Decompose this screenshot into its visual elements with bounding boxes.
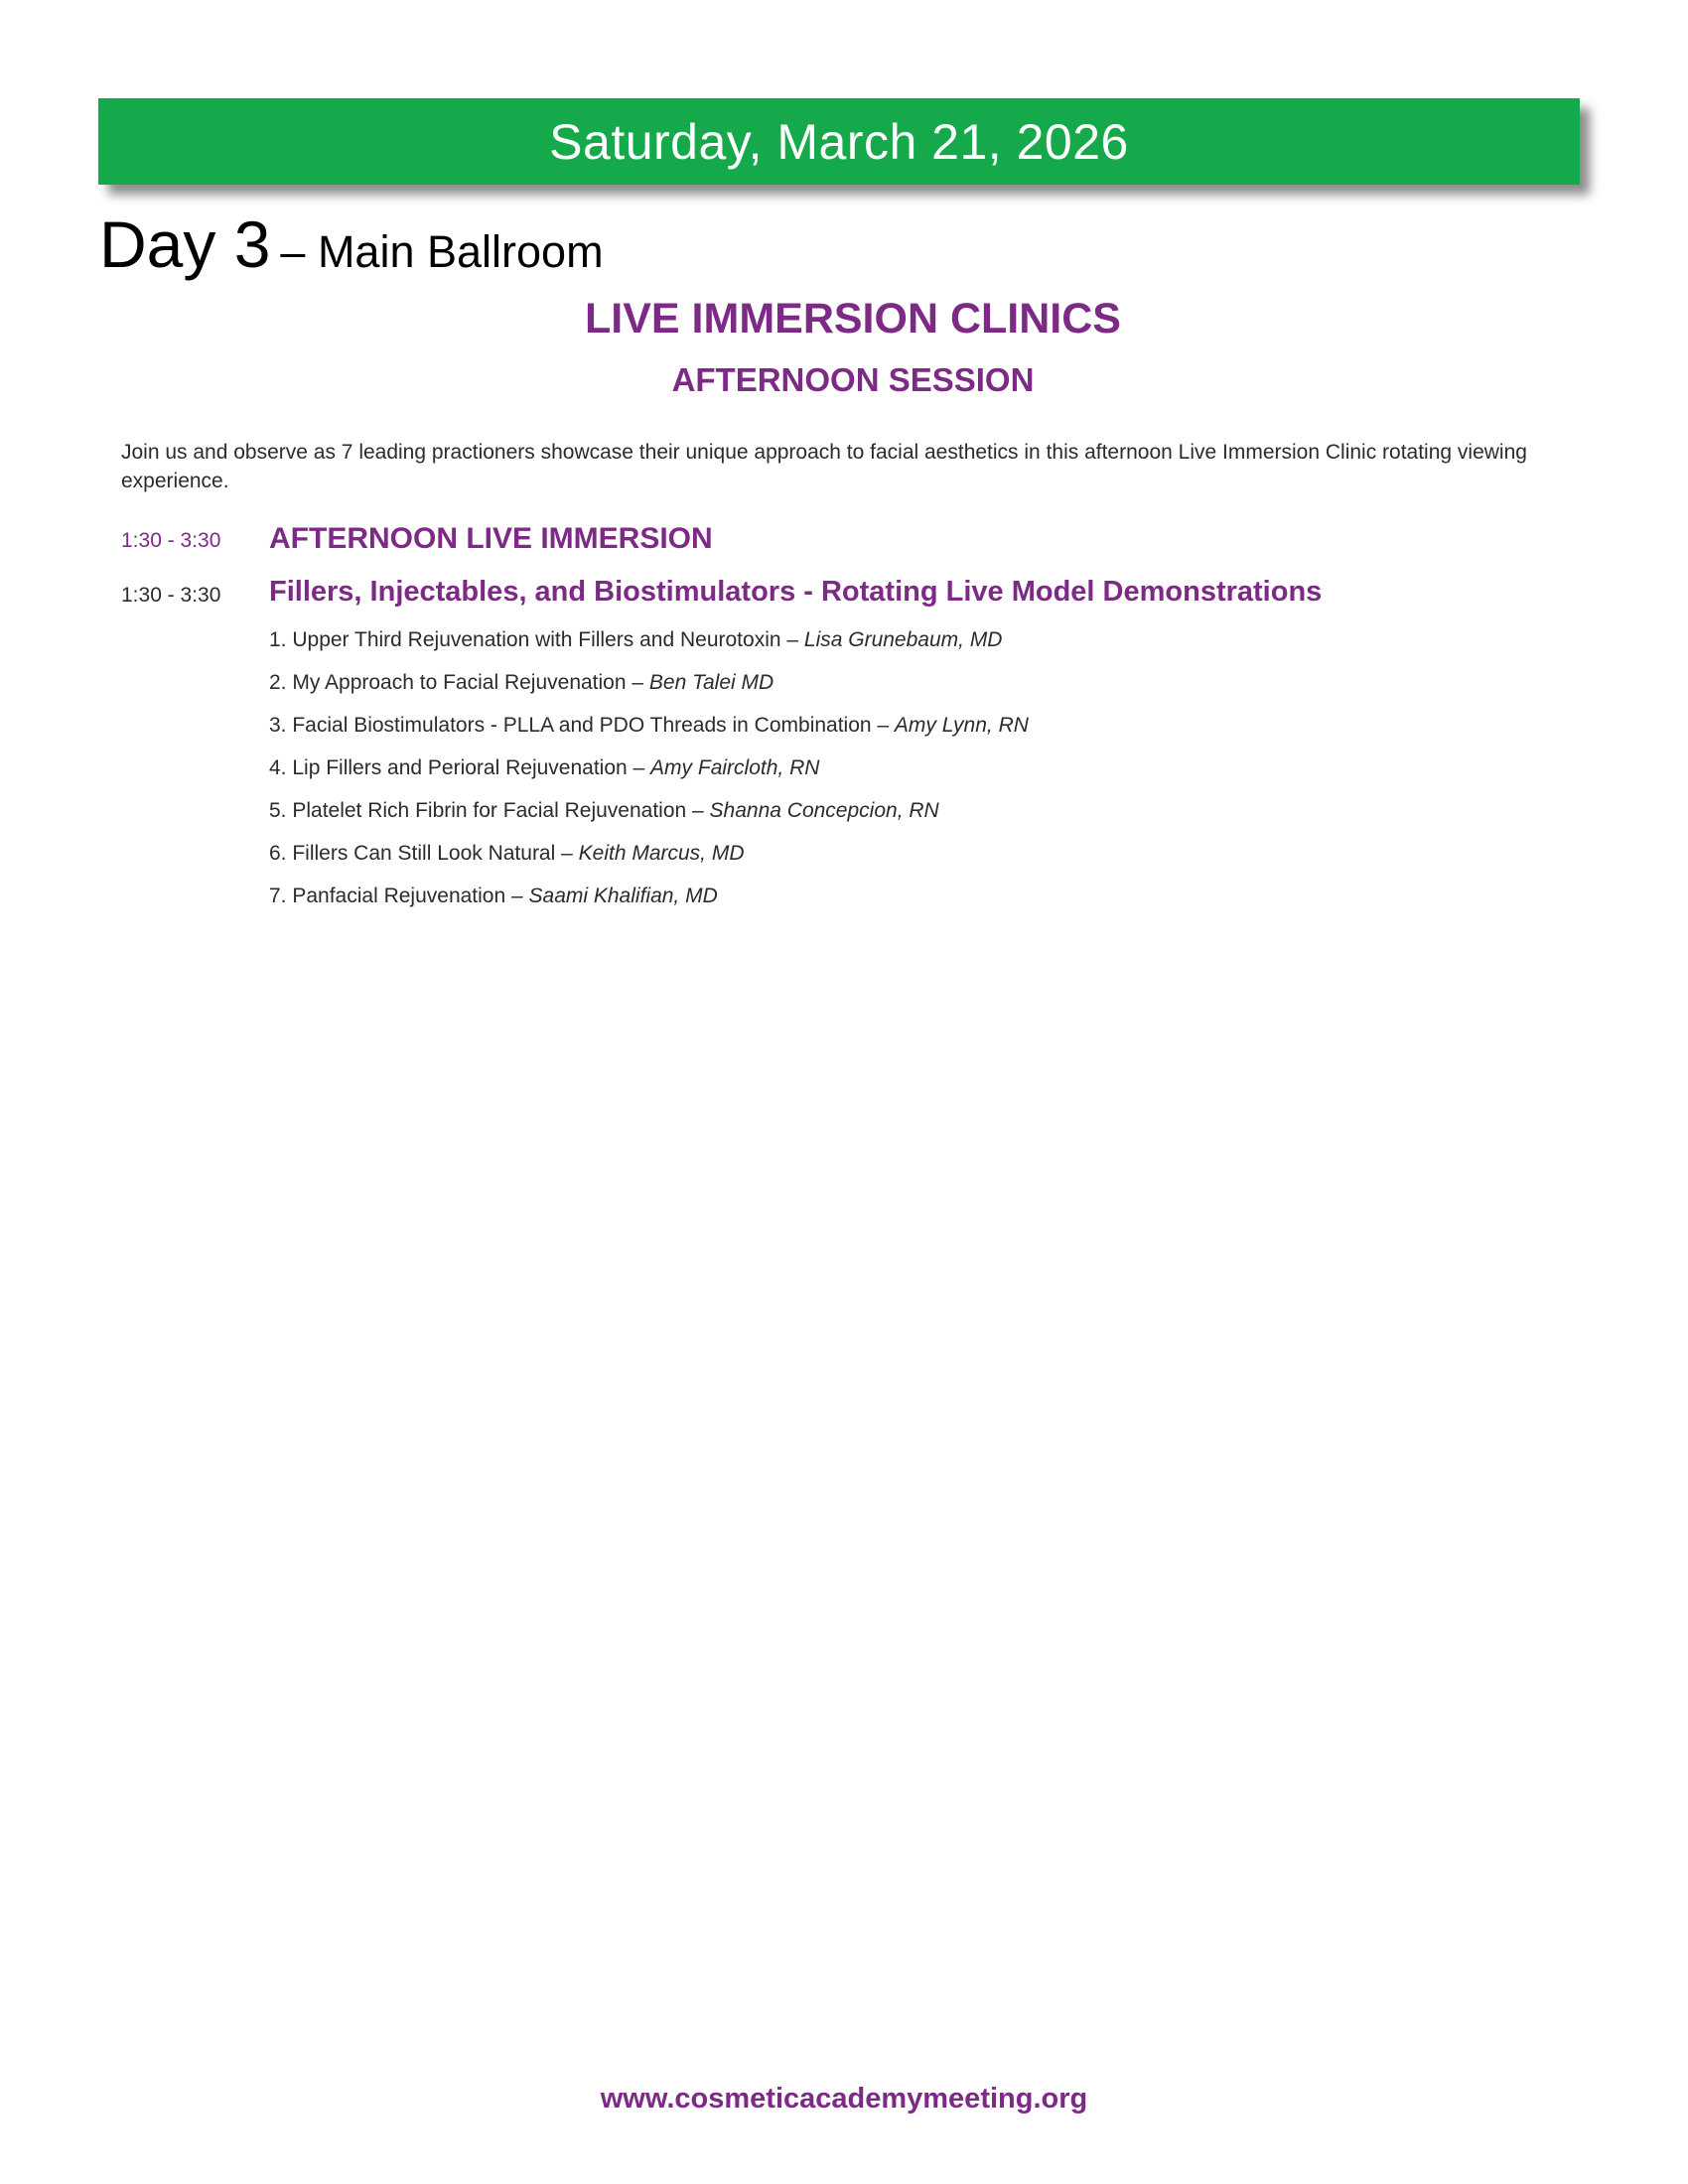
schedule-block-title: AFTERNOON LIVE IMMERSION [269, 522, 713, 555]
talk-topic: 7. Panfacial Rejuvenation – [269, 885, 529, 907]
list-item [269, 711, 1029, 753]
talk-topic: 6. Fillers Can Still Look Natural – [269, 842, 579, 865]
schedule-time: 1:30 - 3:30 [121, 529, 221, 552]
list-item [269, 839, 1029, 882]
date-banner [98, 98, 1580, 185]
intro-paragraph: Join us and observe as 7 leading practioners showcase their unique approach to facial aesthetics in this afternoon Live Immersion Clinic rotating viewing experience. [121, 441, 1527, 492]
talk-topic: 3. Facial Biostimulators - PLLA and PDO Threads in Combination – [269, 714, 895, 737]
session-title: AFTERNOON SESSION [671, 361, 1035, 398]
footer-website-link[interactable]: www.cosmeticacademymeeting.org [600, 2083, 1088, 2115]
talk-topic: 5. Platelet Rich Fibrin for Facial Rejuvenation – [269, 799, 710, 822]
list-item [269, 668, 1029, 711]
list-item [269, 882, 1029, 924]
talk-topic: 1. Upper Third Rejuvenation with Fillers and Neurotoxin – [269, 628, 804, 651]
clinic-title: LIVE IMMERSION CLINICS [585, 295, 1121, 342]
day-label: Day 3 [99, 207, 271, 281]
schedule-block-title: Fillers, Injectables, and Biostimulators - Rotating Live Model Demonstrations [269, 576, 1323, 608]
talk-speaker: Amy Lynn, RN [894, 714, 1029, 737]
talk-speaker: Ben Talei MD [648, 671, 774, 694]
talk-list [269, 625, 1029, 924]
list-item [269, 753, 1029, 796]
talk-topic: 4. Lip Fillers and Perioral Rejuvenation – [269, 756, 651, 779]
talk-speaker: Saami Khalifian, MD [528, 885, 718, 907]
list-item [269, 625, 1029, 668]
talk-speaker: Amy Faircloth, RN [650, 756, 820, 779]
talk-speaker: Keith Marcus, MD [578, 842, 745, 865]
date-text: Saturday, March 21, 2026 [549, 113, 1129, 170]
schedule-time: 1:30 - 3:30 [121, 584, 221, 607]
day-heading [99, 206, 604, 282]
talk-speaker: Shanna Concepcion, RN [709, 799, 939, 822]
talk-topic: 2. My Approach to Facial Rejuvenation – [269, 671, 649, 694]
list-item [269, 796, 1029, 839]
venue-label: – Main Ballroom [280, 226, 604, 277]
talk-speaker: Lisa Grunebaum, MD [803, 628, 1003, 651]
